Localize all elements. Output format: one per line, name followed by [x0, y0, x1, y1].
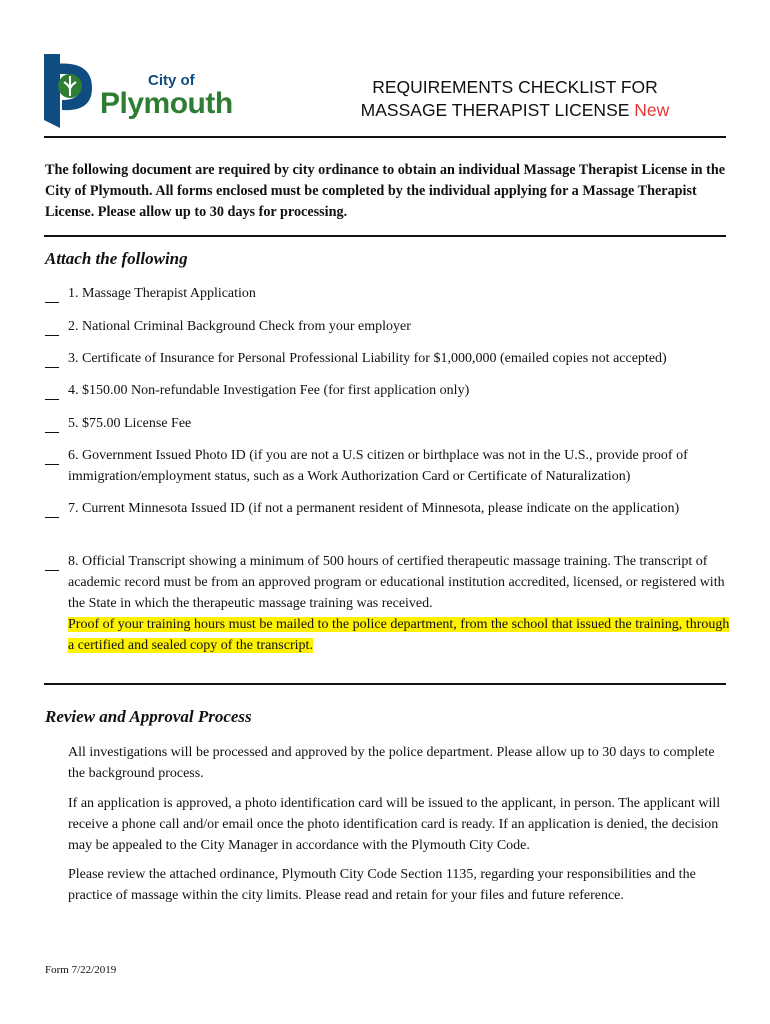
- checklist-item-text: 1. Massage Therapist Application: [68, 286, 256, 301]
- checklist-item-text: 6. Government Issued Photo ID (if you are not a U.S citizen or birthplace was not in the U.S., provide proof of immigration/employment status, such as a Work Authorization Card or Certificate of Naturalization): [68, 448, 688, 484]
- checklist-item-text: 4. $150.00 Non-refundable Investigation Fee (for first application only): [68, 383, 470, 398]
- checklist-item: [45, 283, 735, 304]
- checkbox-blank[interactable]: [45, 302, 59, 303]
- checkbox-blank[interactable]: [45, 367, 59, 368]
- checklist-item: [45, 498, 735, 519]
- checkbox-blank[interactable]: [45, 335, 59, 336]
- city-logo: [40, 50, 250, 132]
- attach-heading: Attach the following: [45, 249, 188, 268]
- intro-divider: [44, 235, 726, 237]
- checkbox-blank[interactable]: [45, 570, 59, 571]
- checklist-item-text: 2. National Criminal Background Check from your employer: [68, 319, 411, 334]
- highlight-note: Proof of your training hours must be mailed to the police department, from the school that issued the training, through a certified and sealed copy of the transcript.: [68, 617, 730, 653]
- title-line-2: [340, 99, 690, 122]
- checklist-item-text: 8. Official Transcript showing a minimum of 500 hours of certified therapeutic massage training. The transcript of academic record must be from an approved program or educational institution accredited, licensed, or registered with the State in which the therapeutic massage training was received.: [68, 554, 725, 611]
- checklist-item: [45, 413, 735, 434]
- checkbox-blank[interactable]: [45, 399, 59, 400]
- review-paragraph: All investigations will be processed and approved by the police department. Please allow up to 30 days to complete the background process.: [68, 745, 715, 781]
- checkbox-blank[interactable]: [45, 464, 59, 465]
- checklist-item-text: 5. $75.00 License Fee: [68, 416, 192, 431]
- title-line-1: REQUIREMENTS CHECKLIST FOR: [372, 77, 658, 97]
- checklist-item: [45, 551, 735, 656]
- highlight-note-wrap: [68, 614, 735, 656]
- form-date-footer: Form 7/22/2019: [45, 964, 117, 976]
- checkbox-blank[interactable]: [45, 517, 59, 518]
- checklist-item-text: 7. Current Minnesota Issued ID (if not a permanent resident of Minnesota, please indicate on the application): [68, 501, 680, 516]
- plymouth-p-icon: [40, 50, 100, 132]
- review-paragraph: Please review the attached ordinance, Plymouth City Code Section 1135, regarding your responsibilities and the practice of massage within the city limits. Please read and retain for your files and future reference.: [68, 867, 696, 903]
- checklist-divider: [44, 683, 726, 685]
- new-badge: New: [634, 100, 670, 120]
- checkbox-blank[interactable]: [45, 432, 59, 433]
- title-line-2-text: MASSAGE THERAPIST LICENSE: [360, 100, 630, 120]
- review-heading: Review and Approval Process: [45, 707, 252, 726]
- logo-city-of: City of: [148, 72, 195, 89]
- page-title: [340, 76, 690, 122]
- review-paragraph: If an application is approved, a photo identification card will be issued to the applicant, in person. The applicant will receive a phone call and/or email once the photo identification card is ready. If an application is denied, the decision may be appealed to the City Manager in accordance with the Plymouth City Code.: [68, 796, 721, 853]
- checklist-item: [45, 316, 735, 337]
- checklist-item-text: 3. Certificate of Insurance for Personal Professional Liability for $1,000,000 (emailed copies not accepted): [68, 351, 667, 366]
- header-divider: [44, 136, 726, 138]
- checklist-item: [45, 380, 735, 401]
- intro-paragraph: The following document are required by city ordinance to obtain an individual Massage Therapist License in the City of Plymouth. All forms enclosed must be completed by the individual applying for a Massage Therapist License. Please allow up to 30 days for processing.: [45, 162, 726, 220]
- logo-plymouth: Plymouth: [100, 87, 233, 120]
- checklist-item: [45, 445, 735, 487]
- checklist-item: [45, 348, 735, 369]
